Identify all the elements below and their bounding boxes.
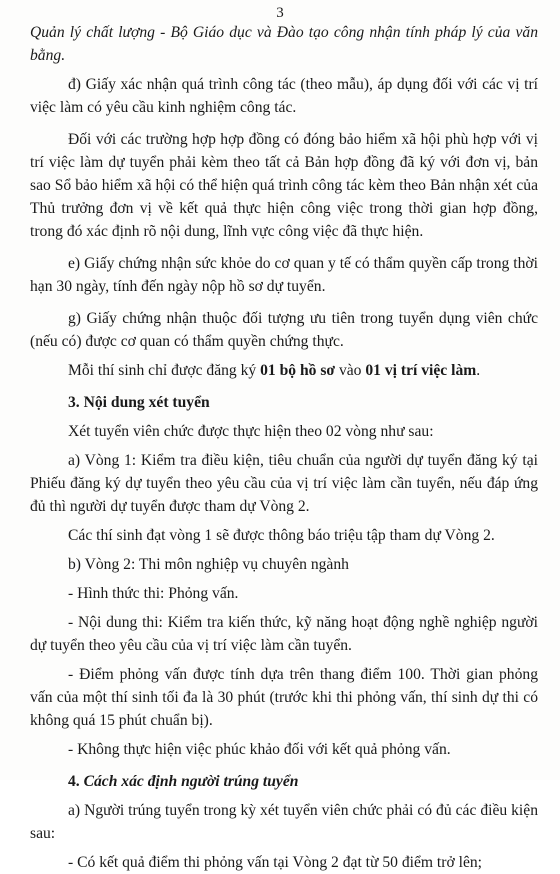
paragraph-exam-format: - Hình thức thi: Phỏng vấn. [68, 585, 239, 602]
paragraph-round-2: b) Vòng 2: Thi môn nghiệp vụ chuyên ngành [68, 556, 349, 573]
paragraph-item-d: đ) Giấy xác nhận quá trình công tác (theo mẫu), áp dụng đối với các vị trí việc làm có yêu cầu kinh nghiệm công tác. [30, 76, 538, 116]
registration-text-e: . [476, 362, 481, 379]
document-body [30, 21, 538, 874]
paragraph-round-1: a) Vòng 1: Kiểm tra điều kiện, tiêu chuẩn của người dự tuyển đăng ký tại Phiếu đăng ký dự tuyển theo yêu cầu của vị trí việc làm cần tuyển, nếu đáp ứng đủ thì người dự tuyển được tham dự Vòng 2. [30, 452, 538, 515]
paragraph-exam-content: - Nội dung thi: Kiểm tra kiến thức, kỹ năng hoạt động nghề nghiệp người dự tuyển theo yêu cầu của vị trí việc làm cần tuyển. [30, 614, 538, 654]
section-heading-3 [30, 391, 538, 414]
section-3-number: 3. [68, 394, 80, 411]
paragraph-registration-limit [30, 359, 538, 382]
paragraph-two-rounds: Xét tuyển viên chức được thực hiện theo 02 vòng như sau: [68, 423, 434, 440]
paragraph-item-e: e) Giấy chứng nhận sức khỏe do cơ quan y tế có thẩm quyền cấp trong thời hạn 30 ngày, tính đến ngày nộp hồ sơ dự tuyển. [30, 255, 538, 295]
paragraph-round-1-notice: Các thí sinh đạt vòng 1 sẽ được thông báo triệu tập tham dự Vòng 2. [68, 527, 495, 544]
paragraph-score-threshold: - Có kết quả điểm thi phỏng vấn tại Vòng 2 đạt từ 50 điểm trở lên; [68, 854, 482, 871]
paragraph-no-review: - Không thực hiện việc phúc khảo đối với kết quả phỏng vấn. [68, 741, 451, 758]
registration-text-c: vào [335, 362, 366, 379]
registration-text-a: Mỗi thí sinh chỉ được đăng ký [68, 362, 261, 379]
paragraph-winner-conditions: a) Người trúng tuyển trong kỳ xét tuyển viên chức phải có đủ các điều kiện sau: [30, 802, 538, 842]
paragraph-interview-score: - Điểm phỏng vấn được tính dựa trên thang điểm 100. Thời gian phỏng vấn của một thí sinh tối đa là 30 phút (trước khi thi phỏng vấn, thí sinh dự thi có không quá 15 phút chuẩn bị). [30, 666, 538, 729]
paragraph-insurance-contracts: Đối với các trường hợp hợp đồng có đóng bảo hiểm xã hội phù hợp với vị trí việc làm dự tuyển phải kèm theo tất cả Bản hợp đồng đã ký với đơn vị, bản sao Sổ bảo hiểm xã hội có thể hiện quá trình công tác kèm theo Bản nhận xét của Thủ trưởng đơn vị về kết quả thực hiện công việc trong thời gian hợp đồng, trong đó xác định rõ nội dung, lĩnh vực công việc đã thực hiện. [30, 131, 538, 240]
section-4-title: Cách xác định người trúng tuyển [79, 773, 299, 790]
page-number: 3 [276, 5, 284, 21]
section-4-number: 4. [68, 773, 80, 790]
registration-bold-position: 01 vị trí việc làm [365, 362, 477, 379]
section-3-title: Nội dung xét tuyển [79, 394, 210, 411]
registration-bold-dossier: 01 bộ hồ sơ [260, 362, 336, 379]
section-heading-4 [30, 770, 538, 793]
paragraph-item-g: g) Giấy chứng nhận thuộc đối tượng ưu tiên trong tuyển dụng viên chức (nếu có) được cơ quan có thẩm quyền chứng thực. [30, 310, 538, 350]
paragraph-diploma-recognition: Quản lý chất lượng - Bộ Giáo dục và Đào tạo công nhận tính pháp lý của văn bằng. [30, 24, 538, 64]
